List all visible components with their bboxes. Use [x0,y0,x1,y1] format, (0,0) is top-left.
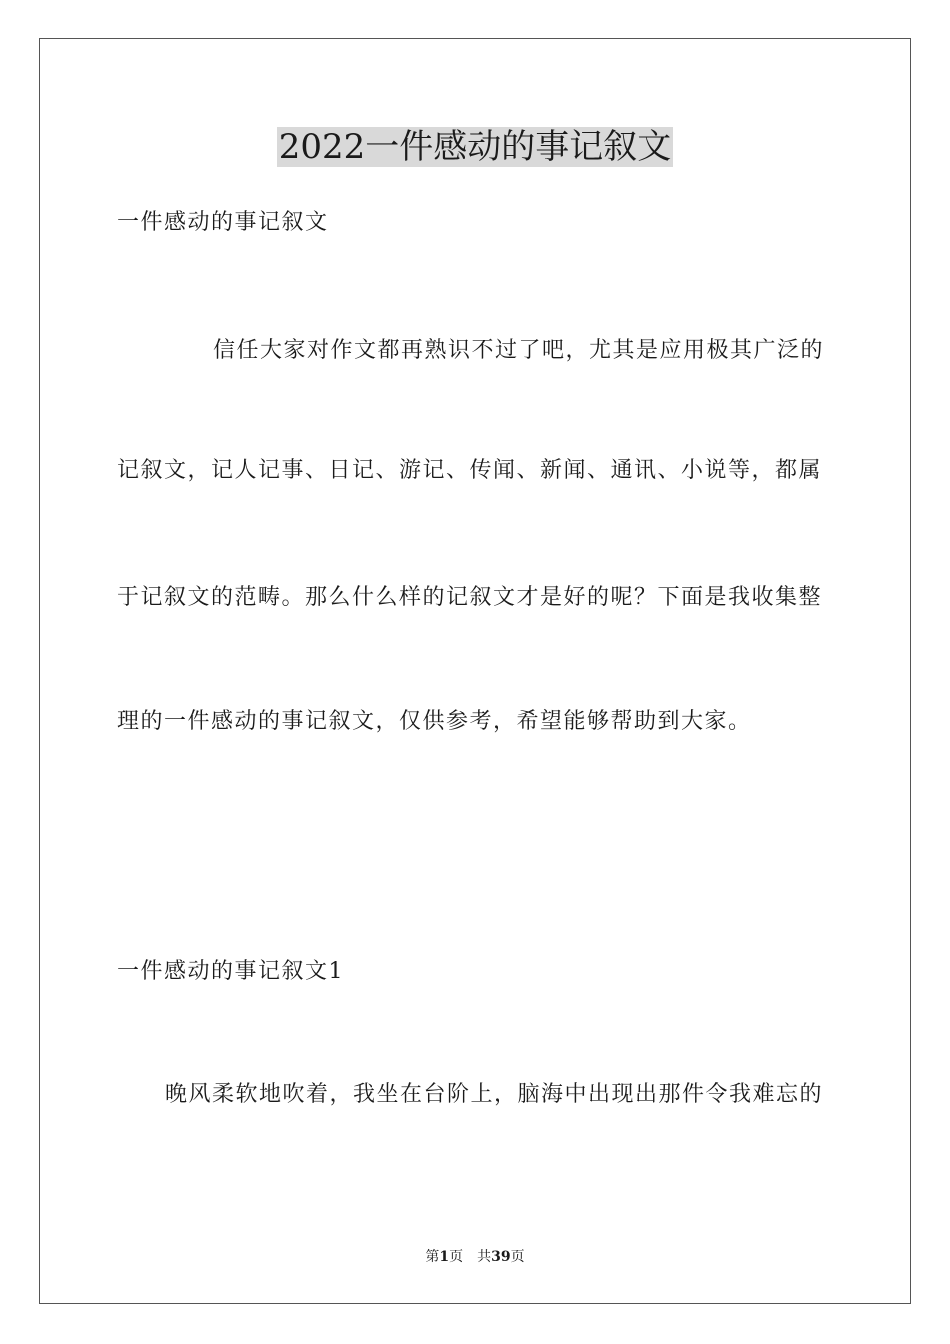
section-heading: 一件感动的事记叙文1 [117,959,344,984]
page-footer [0,1247,950,1267]
footer-page-current: 1 [439,1249,450,1265]
intro-line-4: 理的一件感动的事记叙文，仅供参考，希望能够帮助到大家。 [117,709,752,734]
document-title [0,126,950,168]
intro-line-1: 信任大家对作文都再熟识不过了吧，尤其是应用极其广泛的 [213,338,825,363]
footer-page-mid: 页 共 [449,1249,492,1265]
intro-line-3: 于记叙文的范畴。那么什么样的记叙文才是好的呢？下面是我收集整 [117,585,823,610]
document-title-text: 2022一件感动的事记叙文 [278,127,672,167]
footer-page-prefix: 第 [425,1249,440,1265]
footer-page-total: 39 [491,1249,511,1265]
footer-page-suffix: 页 [510,1249,525,1265]
document-subtitle: 一件感动的事记叙文 [117,210,329,235]
section-line-1: 晚风柔软地吹着，我坐在台阶上，脑海中出现出那件令我难忘的 [165,1082,824,1107]
intro-line-2: 记叙文，记人记事、日记、游记、传闻、新闻、通讯、小说等，都属 [117,458,823,483]
